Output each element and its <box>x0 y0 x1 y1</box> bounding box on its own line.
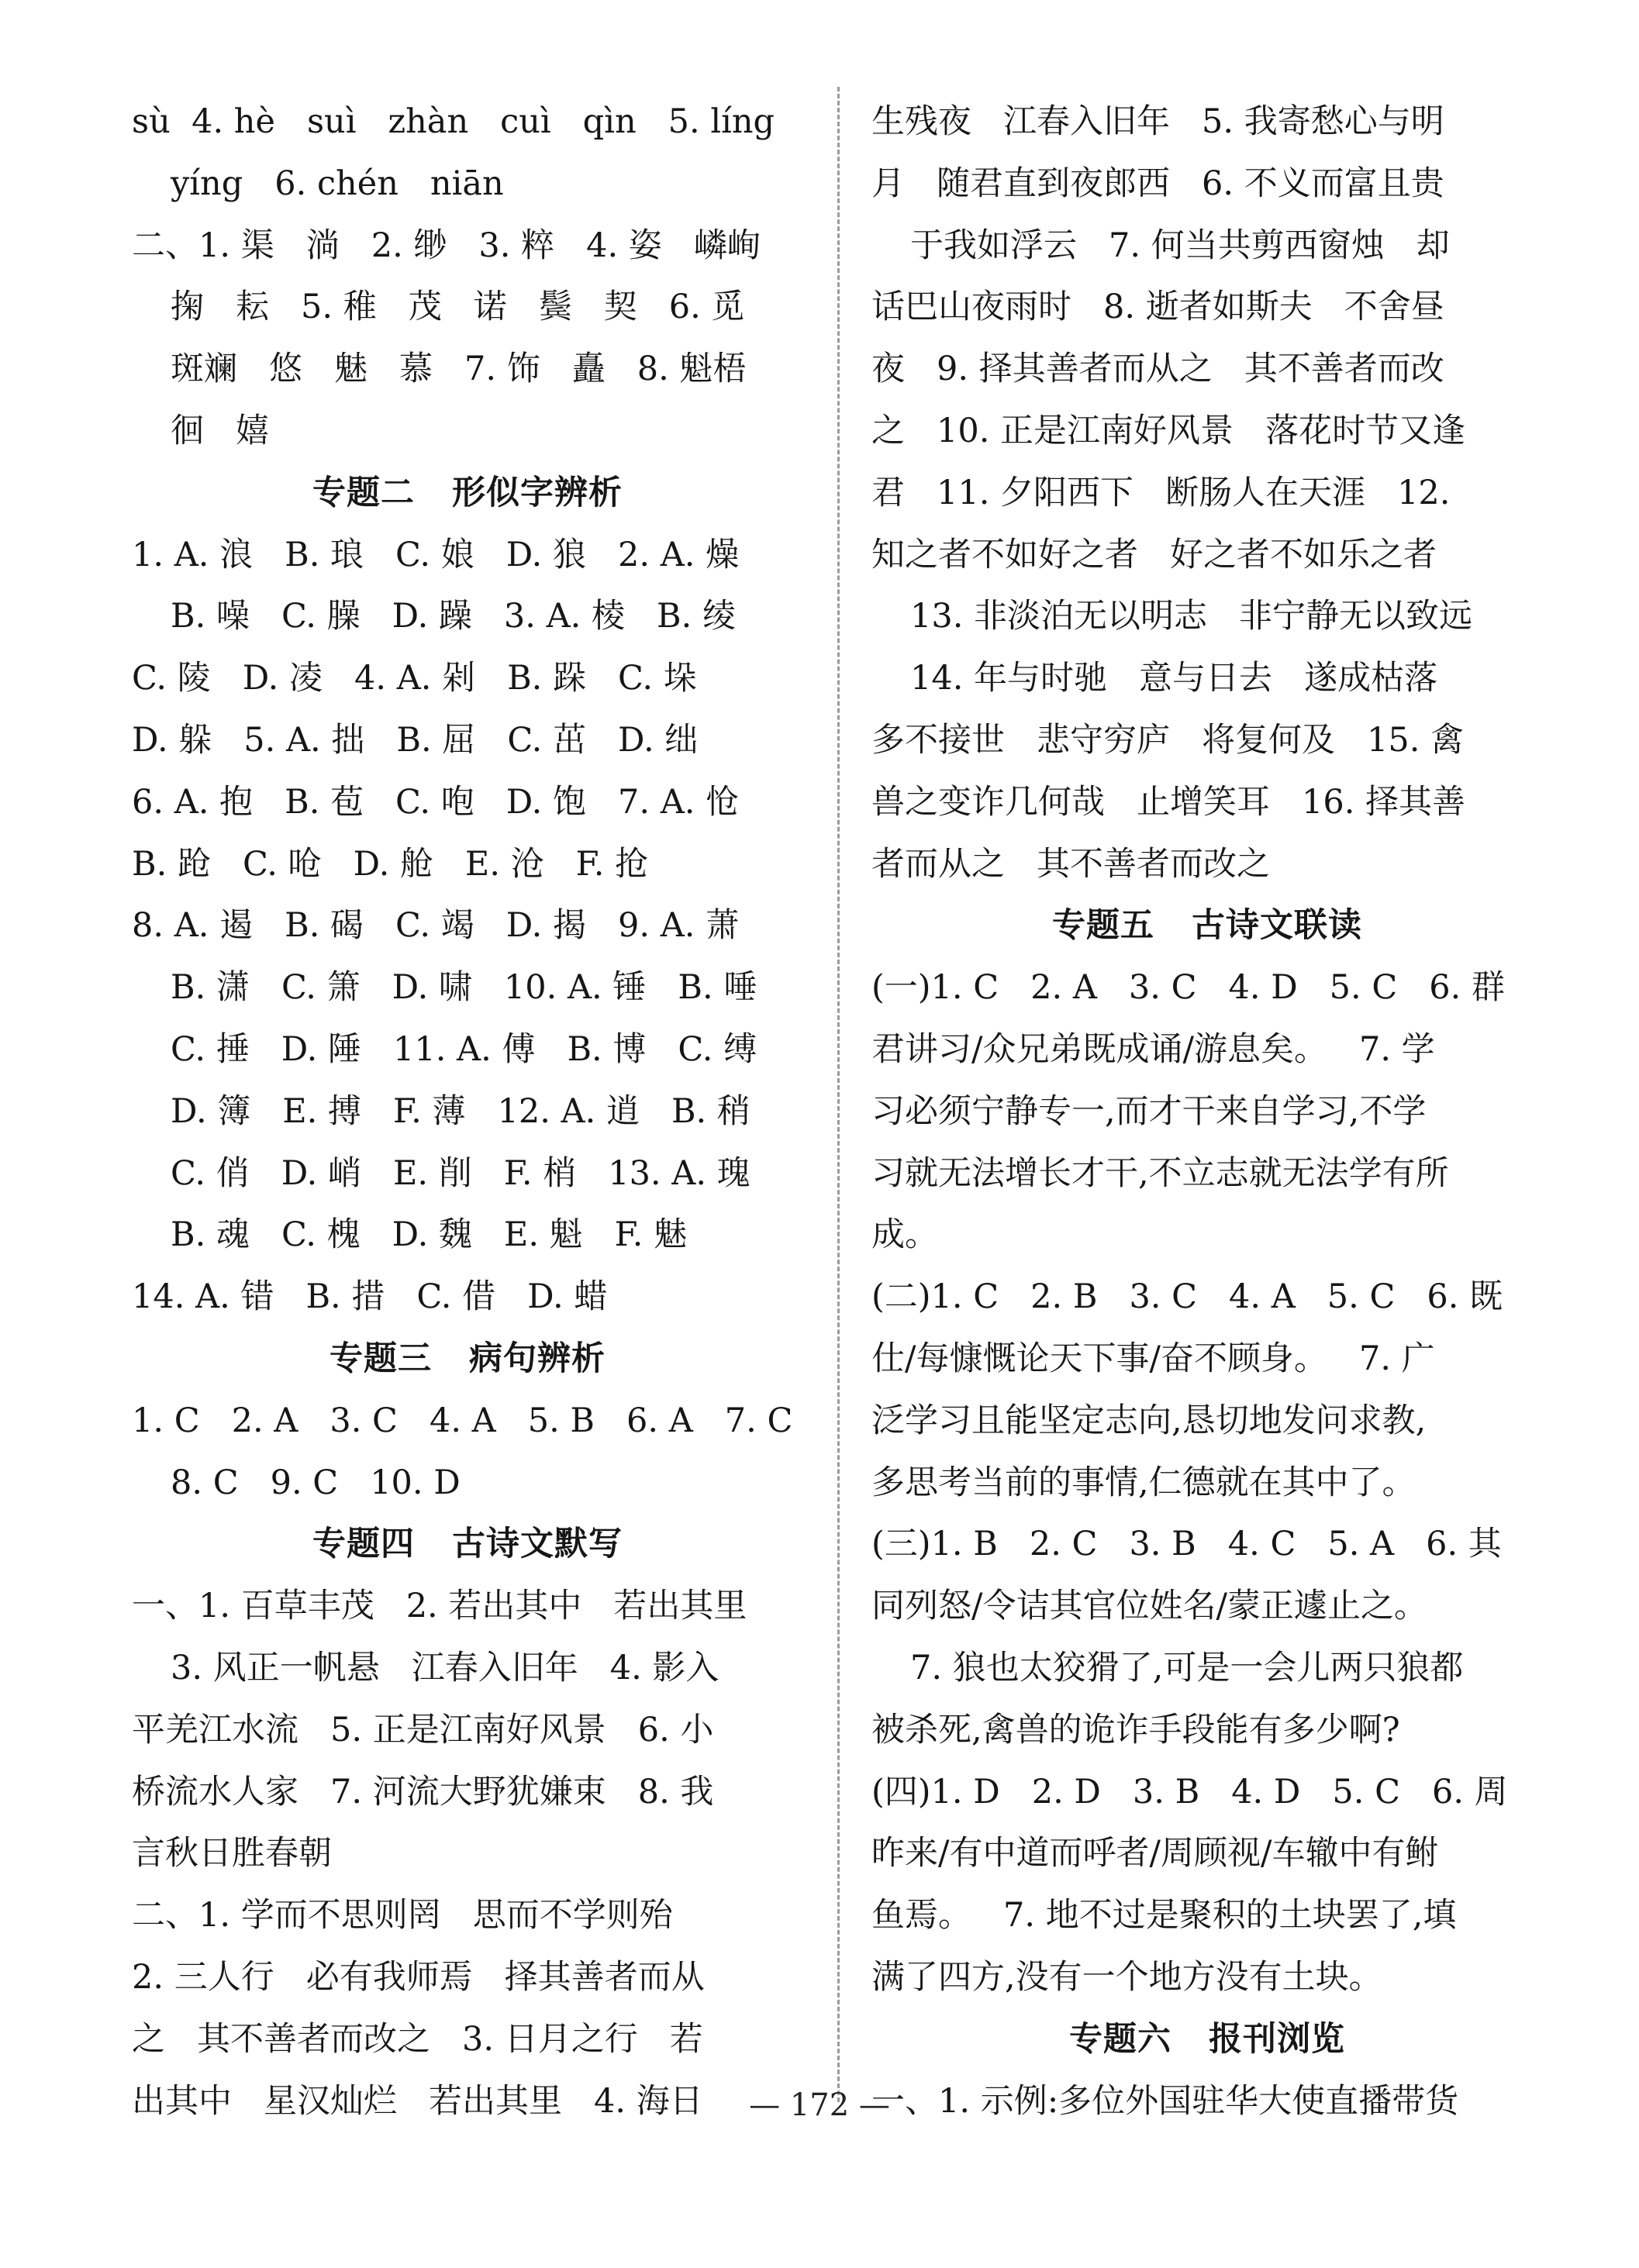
answer-line: B. 潇 C. 箫 D. 啸 10. A. 锤 B. 唾 <box>171 968 757 1008</box>
section-heading: 专题五 古诗文联读 <box>1052 906 1362 946</box>
answer-line: 话巴山夜雨时 8. 逝者如斯夫 不舍昼 <box>871 288 1444 327</box>
answer-line: 8. A. 遏 B. 碣 C. 竭 D. 揭 9. A. 萧 <box>132 906 740 946</box>
answer-line: sù 4. hè suì zhàn cuì qìn 5. líng <box>132 102 775 141</box>
answer-line: 习就无法增长才干,不立志就无法学有所 <box>871 1153 1449 1193</box>
answer-line: 鱼焉。 7. 地不过是聚积的土块罢了,填 <box>871 1896 1457 1935</box>
answer-line: 徊 嬉 <box>171 411 270 450</box>
answer-line: 2. 三人行 必有我师焉 择其善者而从 <box>132 1957 705 1997</box>
answer-line: 一、1. 百草丰茂 2. 若出其中 若出其里 <box>132 1587 747 1626</box>
answer-line: (三)1. B 2. C 3. B 4. C 5. A 6. 其 <box>871 1525 1502 1564</box>
answer-line: 满了四方,没有一个地方没有土块。 <box>871 1957 1382 1997</box>
answer-line: D. 躲 5. A. 拙 B. 屈 C. 茁 D. 绌 <box>132 720 699 760</box>
answer-line: 出其中 星汉灿烂 若出其里 4. 海日 <box>132 2081 703 2121</box>
answer-line: B. 跄 C. 呛 D. 舱 E. 沧 F. 抢 <box>132 844 649 884</box>
answer-line: yíng 6. chén niān <box>171 164 504 203</box>
answer-line: 7. 狼也太狡猾了,可是一会儿两只狼都 <box>910 1648 1464 1687</box>
answer-line: 桥流水人家 7. 河流大野犹嫌束 8. 我 <box>132 1772 714 1811</box>
answer-line: (四)1. D 2. D 3. B 4. D 5. C 6. 周 <box>871 1772 1508 1811</box>
answer-line: C. 俏 D. 峭 E. 削 F. 梢 13. A. 瑰 <box>171 1153 750 1193</box>
answer-line: 言秋日胜春朝 <box>132 1834 332 1873</box>
answer-line: 同列怒/令诘其官位姓名/蒙正遽止之。 <box>871 1587 1427 1626</box>
answer-line: 被杀死,禽兽的诡诈手段能有多少啊? <box>871 1710 1400 1749</box>
answer-line: 6. A. 抱 B. 苞 C. 咆 D. 饱 7. A. 怆 <box>132 782 740 822</box>
answer-line: 平羌江水流 5. 正是江南好风景 6. 小 <box>132 1710 714 1749</box>
answer-line: (二)1. C 2. B 3. C 4. A 5. C 6. 既 <box>871 1277 1503 1317</box>
section-heading: 专题三 病句辨析 <box>330 1339 606 1378</box>
answer-line: 3. 风正一帆悬 江春入旧年 4. 影入 <box>171 1648 719 1687</box>
answer-line: (一)1. C 2. A 3. C 4. D 5. C 6. 群 <box>871 968 1505 1008</box>
answer-line: 斑斓 悠 魅 慕 7. 饰 矗 8. 魁梧 <box>171 350 747 389</box>
answer-line: 1. A. 浪 B. 琅 C. 娘 D. 狼 2. A. 燥 <box>132 535 740 574</box>
answer-line: 知之者不如好之者 好之者不如乐之者 <box>871 535 1437 574</box>
answer-line: 多思考当前的事情,仁德就在其中了。 <box>871 1463 1416 1502</box>
answer-line: 多不接世 悲守穷庐 将复何及 15. 禽 <box>871 720 1465 760</box>
answer-line: 君 11. 夕阳西下 断肠人在天涯 12. <box>871 473 1451 512</box>
answer-line: 习必须宁静专一,而才干来自学习,不学 <box>871 1091 1427 1131</box>
answer-line: 昨来/有中道而呼者/周顾视/车辙中有鲋 <box>871 1834 1439 1873</box>
answer-line: 月 随君直到夜郎西 6. 不义而富且贵 <box>871 164 1444 203</box>
answer-line: 之 10. 正是江南好风景 落花时节又逢 <box>871 411 1466 450</box>
answer-line: 1. C 2. A 3. C 4. A 5. B 6. A 7. C <box>132 1401 793 1440</box>
answer-line: C. 捶 D. 陲 11. A. 傅 B. 博 C. 缚 <box>171 1029 757 1069</box>
right-column <box>871 91 1543 2132</box>
answer-line: C. 陵 D. 凌 4. A. 剁 B. 跺 C. 垛 <box>132 659 697 698</box>
section-heading: 专题四 古诗文默写 <box>312 1525 623 1564</box>
answer-line: 8. C 9. C 10. D <box>171 1463 461 1502</box>
answer-line: 成。 <box>871 1215 938 1255</box>
section-heading: 专题六 报刊浏览 <box>1069 2019 1345 2059</box>
answer-line: 二、1. 学而不思则罔 思而不学则殆 <box>132 1896 673 1935</box>
section-heading: 专题二 形似字辨析 <box>312 473 623 512</box>
answer-line: 君讲习/众兄弟既成诵/游息矣。 7. 学 <box>871 1029 1435 1069</box>
answer-line: D. 簿 E. 搏 F. 薄 12. A. 逍 B. 稍 <box>171 1091 750 1131</box>
answer-line: 13. 非淡泊无以明志 非宁静无以致远 <box>910 597 1473 636</box>
answer-line: 夜 9. 择其善者而从之 其不善者而改 <box>871 350 1444 389</box>
answer-line: B. 噪 C. 臊 D. 躁 3. A. 棱 B. 绫 <box>171 597 736 636</box>
answer-line: 一、1. 示例:多位外国驻华大使直播带货 <box>871 2081 1459 2121</box>
answer-line: 掬 耘 5. 稚 茂 诺 鬓 契 6. 觅 <box>171 288 745 327</box>
column-divider <box>837 87 840 2102</box>
page-number: — 172 — <box>749 2087 890 2123</box>
left-column <box>132 91 803 2132</box>
answer-line: 于我如浮云 7. 何当共剪西窗烛 却 <box>910 226 1450 265</box>
answer-line: 生残夜 江春入旧年 5. 我寄愁心与明 <box>871 102 1444 141</box>
answer-line: 二、1. 渠 淌 2. 缈 3. 粹 4. 姿 嶙峋 <box>132 226 761 265</box>
answer-line: 者而从之 其不善者而改之 <box>871 844 1271 884</box>
answer-line: 泛学习且能坚定志向,恳切地发问求教, <box>871 1401 1427 1440</box>
answer-line: 之 其不善者而改之 3. 日月之行 若 <box>132 2019 703 2059</box>
answer-line: B. 魂 C. 槐 D. 魏 E. 魁 F. 魅 <box>171 1215 688 1255</box>
answer-line: 仕/每慷慨论天下事/奋不顾身。 7. 广 <box>871 1339 1435 1378</box>
answer-line: 兽之变诈几何哉 止增笑耳 16. 择其善 <box>871 782 1466 822</box>
answer-line: 14. 年与时驰 意与日去 遂成枯落 <box>910 659 1438 698</box>
answer-line: 14. A. 错 B. 措 C. 借 D. 蜡 <box>132 1277 608 1317</box>
